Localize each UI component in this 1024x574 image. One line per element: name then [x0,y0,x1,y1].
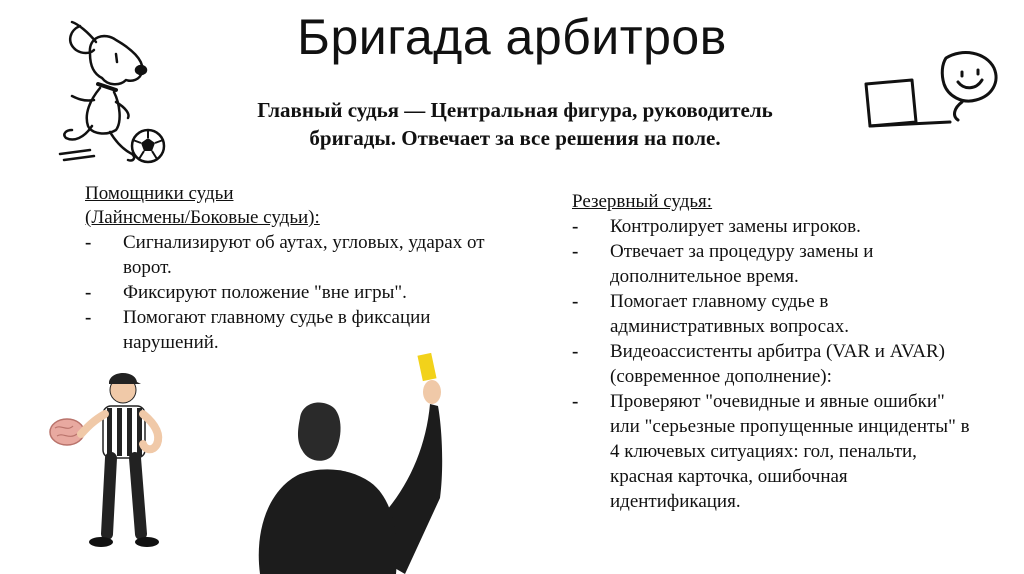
reserve-referee-heading: Резервный судья: [572,191,713,212]
list-item: - Сигнализируют об аутах, угловых, ударах от ворот. [85,232,485,278]
list-item: - Видеоассистенты арбитра (VAR и AVAR) (современное дополнение): [572,341,945,387]
bullet-dash: - [572,216,579,237]
bullet-dash: - [85,307,92,328]
soccer-ball-icon [132,130,164,162]
bullet-dash: - [572,241,579,262]
yellow-card-icon [417,353,436,381]
bullet-dash: - [85,232,92,253]
list-item: - Фиксируют положение "вне игры". [85,282,407,303]
main-referee-description: Главный судья — Центральная фигура, руководитель бригады. Отвечает за все решения на поле. [257,98,773,150]
reserve-referee-section [572,190,972,514]
assistant-referees-list [85,230,485,355]
assistant-referees-heading-line2: (Лайнсмены/Боковые судьи): [85,207,320,228]
snoopy-soccer-illustration [50,14,180,174]
bullet-dash: - [572,291,579,312]
referee-character-illustration [45,366,175,556]
list-item: - Проверяют "очевидные и явные ошибки" или "серьезные пропущенные инциденты" в 4 ключевых ситуациях: гол, пенальти, красная карточка, ошибочная идентификация. [572,391,970,512]
list-item: - Отвечает за процедуру замены и дополнительное время. [572,241,874,287]
bullet-dash: - [572,391,579,412]
list-item: - Помогает главному судье в административных вопросах. [572,291,849,337]
slide-title: Бригада арбитров [297,9,727,65]
referee-yellow-card-illustration [230,348,460,574]
list-item: - Контролирует замены игроков. [572,216,861,237]
reserve-referee-list [572,214,972,514]
list-item: - Помогают главному судье в фиксации нарушений. [85,307,431,353]
bullet-dash: - [572,341,579,362]
assistant-referees-heading-line1: Помощники судьи [85,183,234,204]
assistant-referees-section [85,182,485,355]
laptop-smiley-doodle [858,46,1008,136]
bullet-dash: - [85,282,92,303]
